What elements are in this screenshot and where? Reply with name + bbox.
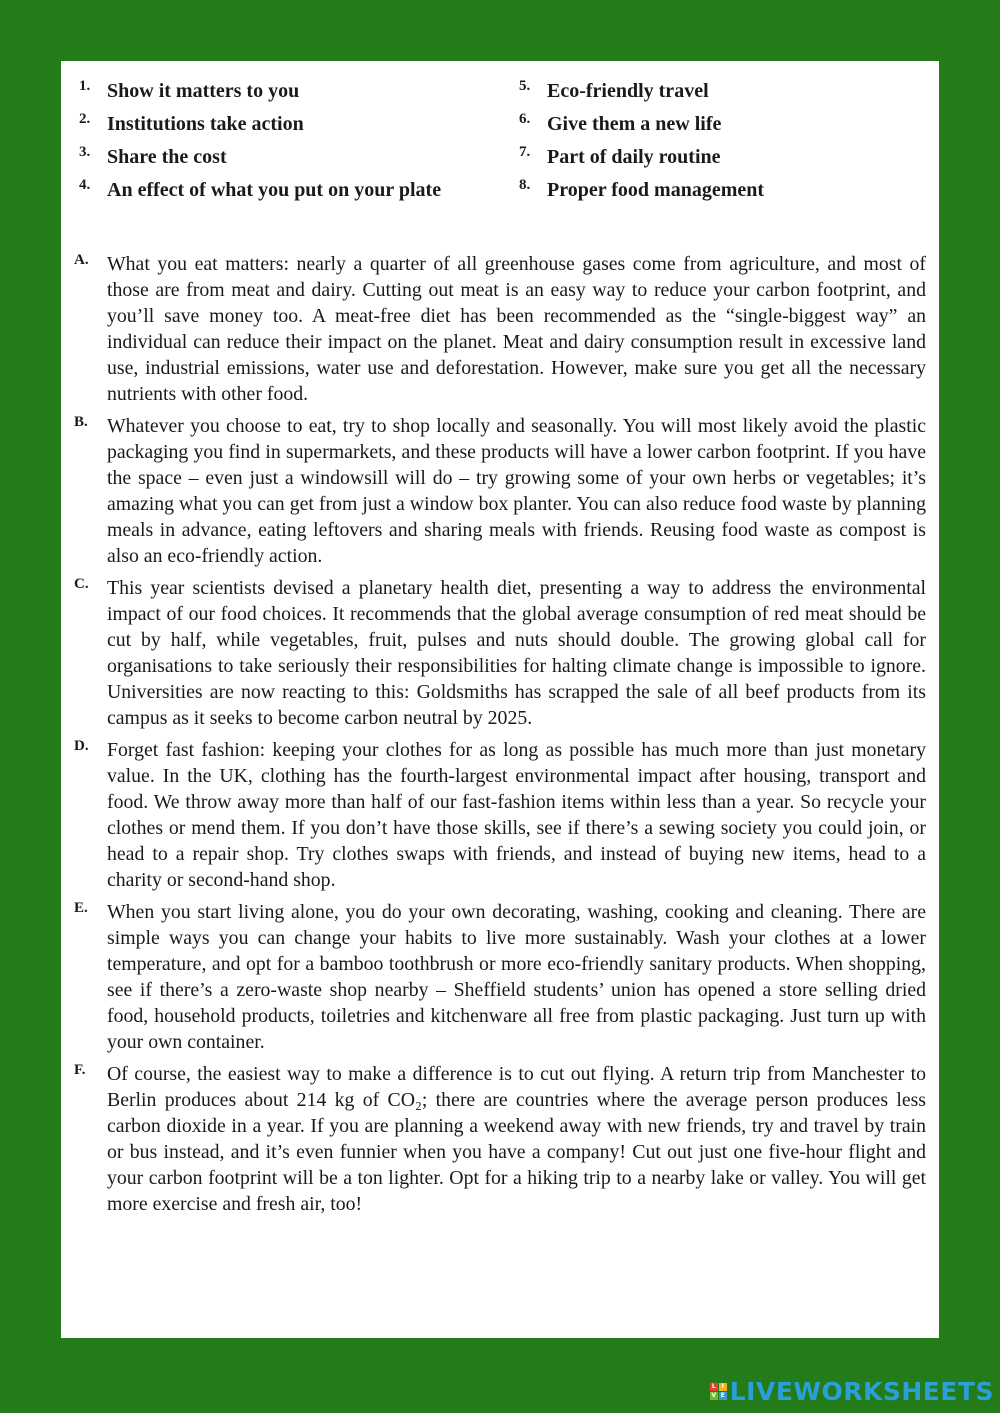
logo-text: LIVEWORKSHEETS — [729, 1377, 994, 1406]
paragraph-text: This year scientists devised a planetary health diet, presenting a way to address the environmental impact of our food choices. It recommends that the global average consumption of red meat should be cut by half, while vegetables, fruit, pulses and nuts should double. The growing global call for organisations to take seriously their responsibilities for halting climate change is impossible to ignore. Universities are now reacting to this: Goldsmiths has scrapped the sale of all beef products from its campus as it seeks to become carbon neutral by 2025. — [107, 577, 926, 729]
heading-item — [519, 111, 919, 138]
heading-text: Give them a new life — [547, 113, 722, 135]
heading-number: 1. — [79, 78, 91, 94]
liveworksheets-logo — [710, 1377, 994, 1406]
paragraph-text: Of course, the easiest way to make a difference is to cut out flying. A return trip from Manchester to Berlin produces about 214 kg of CO₂; there are countries where the average person produces less carbon dioxide in a year. If you are planning a weekend away with new friends, try and travel by train or bus instead, and it’s even funnier when you have a company! Cut out just one five-hour flight and your carbon footprint will be a ton lighter. Opt for a hiking trip to a nearby lake or valley. You will get more exercise and fresh air, too! — [107, 1063, 926, 1215]
headings-column-left — [79, 78, 479, 210]
heading-item — [519, 177, 919, 204]
paragraph-text: When you start living alone, you do your own decorating, washing, cooking and cleaning. There are simple ways you can change your habits to live more sustainably. Wash your clothes at a lower temperature, and opt for a bamboo toothbrush or more eco-friendly sanitary products. When shopping, see if there’s a zero-waste shop nearby – Sheffield students’ union has opened a store selling dried food, household products, toiletries and kitchenware all free from plastic packaging. Just turn up with your own container. — [107, 901, 926, 1053]
heading-number: 8. — [519, 177, 531, 193]
paragraph-a — [74, 251, 926, 407]
heading-item — [79, 177, 479, 204]
heading-number: 7. — [519, 144, 531, 160]
paragraph-letter: C. — [74, 576, 89, 592]
heading-text: An effect of what you put on your plate — [107, 179, 442, 201]
heading-item — [519, 78, 919, 105]
paragraph-letter: A. — [74, 252, 89, 268]
paragraph-e — [74, 899, 926, 1055]
paragraph-c — [74, 575, 926, 731]
heading-text: Proper food management — [547, 179, 765, 201]
heading-text: Part of daily routine — [547, 146, 721, 168]
heading-text: Show it matters to you — [107, 80, 300, 102]
heading-text: Institutions take action — [107, 113, 304, 135]
logo-badge-letter: V — [711, 1392, 717, 1399]
heading-number: 3. — [79, 144, 91, 160]
paragraph-letter: E. — [74, 900, 88, 916]
headings-column-right — [519, 78, 919, 210]
paragraph-d — [74, 737, 926, 893]
paragraph-b — [74, 413, 926, 569]
heading-item — [79, 78, 479, 105]
logo-badge-icon — [710, 1383, 727, 1400]
heading-number: 6. — [519, 111, 531, 127]
paragraph-letter: D. — [74, 738, 89, 754]
heading-item — [519, 144, 919, 171]
worksheet-page — [61, 61, 939, 1338]
paragraph-f — [74, 1061, 926, 1217]
heading-number: 5. — [519, 78, 531, 94]
heading-item — [79, 144, 479, 171]
paragraph-text: Whatever you choose to eat, try to shop locally and seasonally. You will most likely avoid the plastic packaging you find in supermarkets, and these products will have a lower carbon footprint. If you have the space – even just a windowsill will do – try growing some of your own herbs or vegetables; it’s amazing what you can get from just a window box planter. You can also reduce food waste by planning meals in advance, eating leftovers and sharing meals with friends. Reusing food waste as compost is also an eco-friendly action. — [107, 415, 926, 567]
paragraph-text: Forget fast fashion: keeping your clothes for as long as possible has much more than just monetary value. In the UK, clothing has the fourth-largest environmental impact after housing, transport and food. We throw away more than half of our fast-fashion items within less than a year. So recycle your clothes or mend them. If you don’t have those skills, see if there’s a sewing society you could join, or head to a repair shop. Try clothes swaps with friends, and instead of buying new items, head to a charity or second-hand shop. — [107, 739, 926, 891]
logo-badge-letter: E — [720, 1392, 725, 1399]
heading-number: 2. — [79, 111, 91, 127]
paragraph-letter: F. — [74, 1062, 86, 1078]
logo-badge-letter: L — [710, 1383, 718, 1391]
heading-number: 4. — [79, 177, 91, 193]
paragraph-text: What you eat matters: nearly a quarter of all greenhouse gases come from agriculture, and most of those are from meat and dairy. Cutting out meat is an easy way to reduce your carbon footprint, and you’ll save money too. A meat-free diet has been recommended as the “single-biggest way” an individual can reduce their impact on the planet. Meat and dairy consumption result in excessive land use, industrial emissions, water use and deforestation. However, make sure you get all the necessary nutrients with other food. — [107, 253, 926, 405]
logo-badge-letter: I — [719, 1383, 727, 1391]
paragraph-letter: B. — [74, 414, 88, 430]
heading-text: Share the cost — [107, 146, 227, 168]
heading-item — [79, 111, 479, 138]
heading-text: Eco-friendly travel — [547, 80, 709, 102]
paragraphs-list — [74, 251, 926, 1223]
